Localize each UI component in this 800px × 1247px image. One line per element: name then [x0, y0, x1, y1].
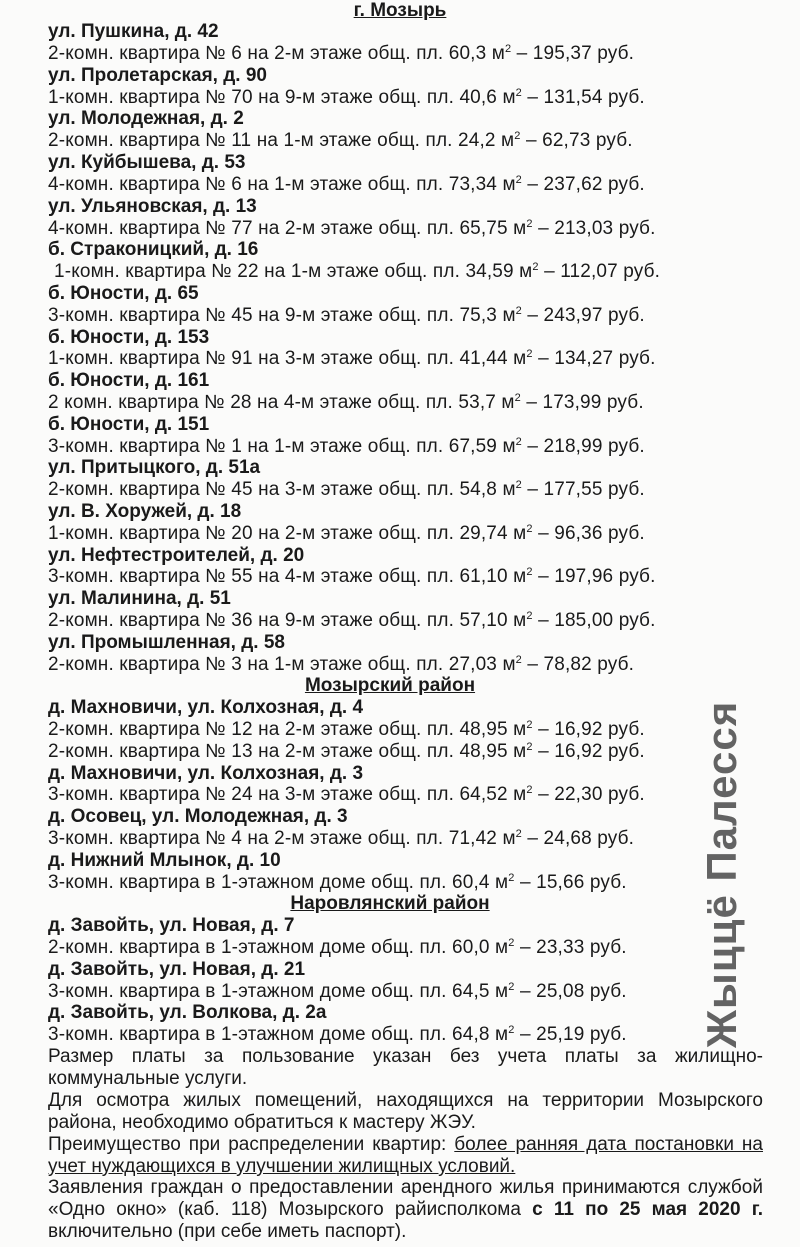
listing-apartment: 3-комн. квартира в 1-этажном доме общ. пл. 64,5 $м^2 - 25,08$ руб.	[48, 981, 627, 1002]
listing-address: д. Осовец, ул. Молодежная, д. 3	[48, 806, 348, 827]
listing-apartment: 2-комн. квартира в 1-этажном доме общ. пл. 60,0 $м^2 - 23,33$ руб.	[48, 937, 627, 958]
listing-address: д. Завойть, ул. Волкова, д. 2а	[48, 1002, 327, 1023]
listing-apartment: 2-комн. квартира № 36 на 9-м этаже общ. пл. 57,10 $м^2 - 185,00$ руб.	[48, 610, 656, 631]
listing-apartment: 3-комн. квартира № 24 на 3-м этаже общ. пл. 64,52 $м^2 - 22,30$ руб.	[48, 784, 645, 805]
listing-apartment: 2 комн. квартира № 28 на 4-м этаже общ. пл. 53,7 $м^2 - 173,99$ руб.	[48, 392, 644, 413]
listing-address: б. Юности, д. 151	[48, 414, 210, 435]
listing-apartment: 2-комн. квартира № 13 на 2-м этаже общ. пл. 48,95 $м^2 - 16,92$ руб.	[48, 741, 645, 762]
section-heading-mozyr-district: Мозырский район	[304, 675, 476, 696]
listing-address: ул. Малинина, д. 51	[48, 588, 231, 609]
section-heading-narovlya-district: Наровлянский район	[290, 893, 490, 914]
listing-apartment: 3-комн. квартира № 1 на 1-м этаже общ. пл. 67,59 $м^2 - 218,99$ руб.	[48, 436, 645, 457]
section-heading-mozyr: г. Мозырь	[353, 0, 447, 21]
listing-apartment: 1-комн. квартира № 70 на 9-м этаже общ. пл. 40,6 $м^2 - 131,54$ руб.	[48, 87, 645, 108]
listing-apartment: 4-комн. квартира № 77 на 2-м этаже общ. пл. 65,75 $м^2 - 213,03$ руб.	[48, 218, 656, 239]
listing-apartment: 2-комн. квартира № 3 на 1-м этаже общ. пл. 27,03 $м^2 - 78,82$ руб.	[48, 654, 635, 675]
application-note: Заявления граждан о предоставлении арендного жилья принимаются службой «Одно окно» (каб. 118) Мозырского райисполкома с 11 по 25 мая 2020 г. включительно (при себе иметь паспорт).	[48, 1177, 764, 1242]
application-dates: с 11 по 25 мая 2020 г.	[532, 1199, 764, 1220]
listing-address: ул. Притыцкого, д. 51а	[48, 457, 261, 478]
listing-apartment: 1-комн. квартира № 22 на 1-м этаже общ. пл. 34,59 $м^2 - 112,07$ руб.	[54, 261, 661, 282]
priority-note: Преимущество при распределении квартир: более ранняя дата постановки на учет нуждающихся в улучшении жилищных условий.	[48, 1134, 763, 1177]
listing-apartment: 3-комн. квартира № 55 на 4-м этаже общ. пл. 61,10 $м^2 - 197,96$ руб.	[48, 566, 656, 587]
listing-address: д. Махновичи, ул. Колхозная, д. 4	[48, 697, 364, 718]
listing-address: б. Страконицкий, д. 16	[48, 239, 259, 260]
listing-apartment: 3-комн. квартира в 1-этажном доме общ. пл. 60,4 $м^2 - 15,66$ руб.	[48, 872, 627, 893]
listing-address: б. Юности, д. 65	[48, 283, 199, 304]
listing-address: ул. Куйбышева, д. 53	[48, 152, 246, 173]
listing-apartment: 4-комн. квартира № 6 на 1-м этаже общ. пл. 73,34 $м^2 - 237,62$ руб.	[48, 174, 645, 195]
inspection-note: Для осмотра жилых помещений, находящихся на территории Мозырского района, необходимо обратиться к мастеру ЖЭУ.	[48, 1090, 763, 1133]
fee-note: Размер платы за пользование указан без учета платы за жилищно-коммунальные услуги.	[48, 1046, 763, 1089]
listing-address: ул. Молодежная, д. 2	[48, 108, 244, 129]
listing-address: ул. Ульяновская, д. 13	[48, 196, 257, 217]
listing-apartment: 1-комн. квартира № 91 на 3-м этаже общ. пл. 41,44 $м^2 - 134,27$ руб.	[48, 348, 656, 369]
listing-address: ул. Нефтестроителей, д. 20	[48, 545, 305, 566]
listing-address: д. Нижний Млынок, д. 10	[48, 850, 281, 871]
priority-criterion: более ранняя дата постановки на учет нуждающихся в улучшении жилищных условий.	[48, 1134, 763, 1177]
listing-apartment: 3-комн. квартира № 4 на 2-м этаже общ. пл. 71,42 $м^2 - 24,68$ руб.	[48, 828, 635, 849]
listing-address: д. Махновичи, ул. Колхозная, д. 3	[48, 763, 364, 784]
listing-address: б. Юности, д. 161	[48, 370, 210, 391]
listing-apartment: 2-комн. квартира № 45 на 3-м этаже общ. пл. 54,8 $м^2 - 177,55$ руб.	[48, 479, 645, 500]
listing-apartment: 2-комн. квартира № 11 на 1-м этаже общ. пл. 24,2 $м^2 - 62,73$ руб.	[48, 130, 633, 151]
newspaper-watermark: Жыццё Палесся	[698, 700, 745, 1048]
listing-apartment: 2-комн. квартира № 12 на 2-м этаже общ. пл. 48,95 $м^2 - 16,92$ руб.	[48, 719, 645, 740]
listing-apartment: 2-комн. квартира № 6 на 2-м этаже общ. пл. 60,3 $м^2 - 195,37$ руб.	[48, 43, 635, 64]
listing-address: д. Завойть, ул. Новая, д. 7	[48, 915, 295, 936]
listing-apartment: 3-комн. квартира в 1-этажном доме общ. пл. 64,8 $м^2 - 25,19$ руб.	[48, 1024, 627, 1045]
listing-address: ул. Пролетарская, д. 90	[48, 65, 267, 86]
listing-address: ул. В. Хоружей, д. 18	[48, 501, 242, 522]
listing-address: д. Завойть, ул. Новая, д. 21	[48, 959, 306, 980]
listing-address: б. Юности, д. 153	[48, 327, 210, 348]
listing-address: ул. Промышленная, д. 58	[48, 632, 285, 653]
listing-apartment: 1-комн. квартира № 20 на 2-м этаже общ. пл. 29,74 $м^2 - 96,36$ руб.	[48, 523, 645, 544]
listing-apartment: 3-комн. квартира № 45 на 9-м этаже общ. пл. 75,3 $м^2 - 243,97$ руб.	[48, 305, 645, 326]
listing-address: ул. Пушкина, д. 42	[48, 21, 219, 42]
